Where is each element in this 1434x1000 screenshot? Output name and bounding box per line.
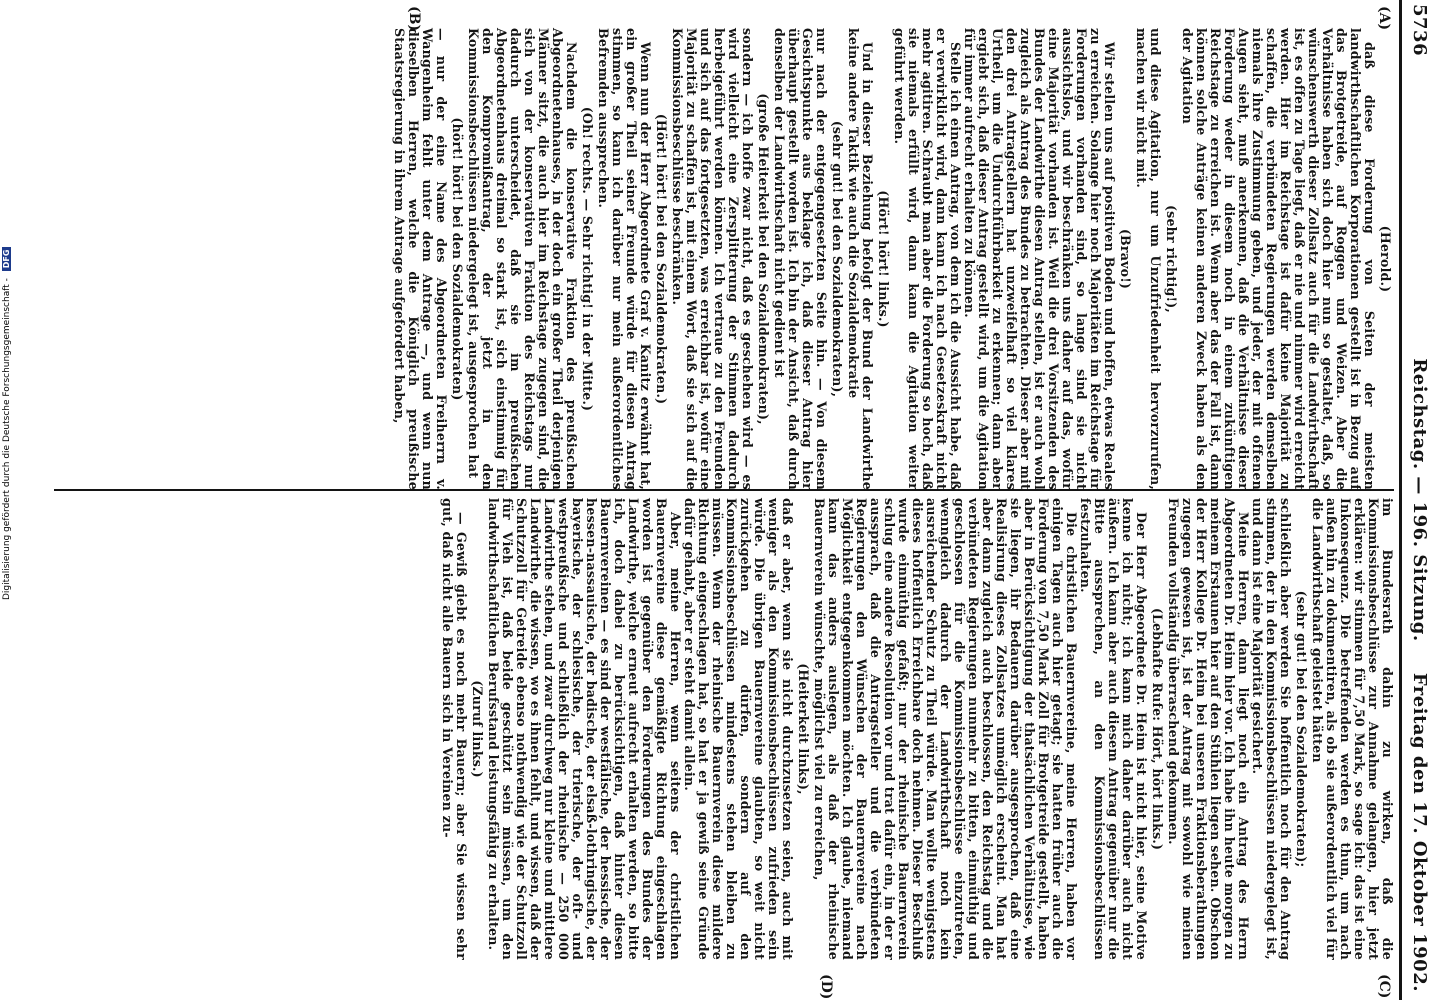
interjection: (sehr gut! bei den Sozialdemokraten);	[1294, 590, 1309, 868]
margin-marker-b: (B)	[406, 6, 422, 32]
interjection: (sehr gut! bei den Sozialdemokraten),	[830, 120, 845, 398]
page-title: Reichstag. — 196. Sitzung.	[1409, 358, 1430, 642]
paragraph: schließlich aber werden Sie hoffentlich noch für den Antrag stimmen, der in den Kommissionsbeschlüssen niedergelegt ist, und dann ist eine Majorität gesichert.	[1250, 498, 1293, 960]
paragraph: — nur der eine Name des Abgeordneten Freiherrn v. Wangenheim fehlt unter dem Antrage —, und wenn nun dieselben Herren, welche die Königlich preußische Staatsregierung in ihrem Antrage aufgefordert haben,	[392, 28, 449, 490]
header-rule	[1399, 0, 1402, 1000]
paragraph: sondern — ich hoffe zwar nicht, daß es geschehen wird — es wird vielleicht eine Zersplitterung der Stimmen dadurch herbeigeführt werden können. Ich vertraue zu den Freunden und sich auf das fortgesetzten, was erreichbar ist, wofür eine Majorität zu schaffen ist, mit einem Wort, daß sie sich auf die Kommissionsbeschlüsse beschränken.	[670, 28, 755, 490]
interjection: (Oh! rechts. — Sehr richtig! in der Mitte.)	[580, 106, 595, 412]
paragraph: daß diese Forderung von Seiten der meisten landwirthschaftlichen Korporationen gestellt ist in Bezug auf das Brotgetreide, auf Roggen und Weizen. Aber die Verhältnisse haben sich doch hier nun so gestaltet, daß, so wünschenswerth dieser Zollsatz auch für die Landwirthschaft ist, es offen zu Tage liegt, daß er nie und nimmer wird erreicht werden. Hier im Reichstage ist dafür keine Majorität zu schaffen, die verbündeten Regierungen werden demselben niemals ihre Zustimmung geben, und jeder, der mit offenen Augen sieht, muß anerkennen, daß die Verhältnisse dieser Forderung weder in diesem noch in einem zukünftigen Reichstage zu erreichen ist. Wenn aber das der Fall ist, dann können solche Anträge keinen anderen Zweck haben als den der Agitation	[1180, 28, 1377, 490]
interjection: (Hört! hört! links.)	[876, 190, 891, 328]
interjection: (sehr richtig!),	[1164, 205, 1179, 313]
margin-marker-c: (C)	[1376, 974, 1392, 999]
paragraph: Stelle ich einen Antrag, von dem ich die Aussicht habe, daß er verwirklicht wird, dann kann ich nach Gesetzeskraft nicht mehr agitiren. Schraubt man aber die Forderung so hoch, daß sie niemals erfüllt wird, dann kann die Agitation weiter geführt werden.	[892, 28, 963, 490]
interjection: (Bravo!)	[1118, 228, 1133, 290]
credit-text: Digitalisierung gefördert durch die Deutsche Forschungsgemeinschaft -	[2, 278, 12, 600]
right-text-column	[440, 498, 1394, 960]
dfg-logo: DFG	[2, 247, 11, 272]
digitization-credit	[2, 200, 14, 600]
paragraph: im Bundesrath dahin zu wirken, daß die Kommissionsbeschlüsse zur Annahme gelangen, hier jetzt erklären: wir stimmen für 7,50 Mark, so sage ich: das ist eine Inkonsequenz. Die betreffenden werden es thun, um nach außen hin zu dokumentiren, als ob sie außerordentlich viel für die Landwirthschaft geleistet hätten	[1310, 498, 1395, 960]
paragraph: Wenn nun der Herr Abgeordnete Graf v. Kanitz erwähnt hat, ein großer Theil seiner Freunde würde für diesen Antrag stimmen, so kann ich darüber nur mein außerordentliches Befremden aussprechen.	[596, 28, 653, 490]
paragraph: daß er aber, wenn sie nicht durchzusetzen seien, auch mit weniger als den Kommissionsbeschlüssen zufrieden sein würde. Die übrigen Bauernvereine glaubten, so weit nicht zurückgehen zu dürfen, sondern auf den Kommissionsbeschlüssen mindestens stehen bleiben zu müssen. Wenn der rheinische Bauernverein diese mildere Richtung eingeschlagen hat, so hat er ja gewiß seine Gründe dafür gehabt, aber er steht damit allein.	[682, 498, 795, 960]
paragraph: Aber, meine Herren, wenn seitens der christlichen Bauernvereine diese gemäßigte Richtung eingeschlagen worden ist gegenüber den Forderungen des Bundes der Landwirthe, welche erneut aufrecht erhalten werden, so bitte ich, doch dabei zu berücksichtigen, daß hinter diesen Bauernvereinen — es sind der westfälische, der hessische, der hessen-nassauische, der badische, der elsaß-lothringische, der bayerische, der schlesische, der trierische, der oft- und westpreußische und schließlich der rheinische — 250 000 Landwirthe stehen, und zwar durchweg nur kleine und mittlere Landwirthe, die wissen, wo es ihnen fehlt, und wissen, daß der Schutzzoll für Getreide ebenso nothwendig wie der Schutzzoll für Vieh ist, daß beide geschützt sein müssen, um den landwirthschaftlichen Berufsstand leistungsfähig zu erhalten.	[486, 498, 683, 960]
rotated-document-page	[40, 0, 1434, 1000]
interjection: (hört! hört! bei den Sozialdemokraten)	[450, 117, 465, 401]
paragraph: Meine Herren, dann liegt noch ein Antrag des Herrn Abgeordneten Dr. Heim hier vor. Ich habe ihn heute morgen zu meinem Erstaunen hier auf den Stühlen liegen sehen. Obschon der Herr Kollege Dr. Heim bei unseren Fraktionsberathungen zugegen gewesen ist, ist der Antrag mit sowohl wie meinen Freunden vollständig überraschend gekommen.	[1166, 498, 1251, 960]
left-text-column	[392, 28, 1394, 490]
interjection: (Hört! hört! bei den Sozialdemokraten.)	[654, 113, 669, 405]
paragraph: und diese Agitation, nur um Unzufriedenheit hervorzurufen, machen wir nicht mit.	[1134, 28, 1163, 490]
paragraph: Nachdem die konservative Fraktion des preußischen Abgeordnetenhauses, in der doch ein großer Theil derjenigen Männer sitzt, die auch hier im Reichstage zugegen sind, die sich von der konservativen Fraktion des Reichstags nur dadurch unterscheidet, daß sie im preußischen Abgeordnetenhaus dreimal so stark ist, sich einstimmig für den Kompromißantrag, der jetzt in den Kommissionsbeschlüssen niedergelegt ist, ausgesprochen hat	[466, 28, 579, 490]
interjection: (Lebhafte Rufe: Hört, hört links.)	[1150, 607, 1165, 851]
interjection: (Heiterkeit links),	[796, 663, 811, 795]
interjection: (Zuruf links.)	[470, 680, 485, 778]
paragraph: Die christlichen Bauernvereine, meine Herren, haben vor einigen Tagen auch hier getagt; sie hatten früher auch die Forderung von 7,50 Mark Zoll für Brotgetreide gestellt, haben aber in Berücksichtigung der thatsächlichen Verhältnisse, wie sie liegen, ihr Bedauern darüber ausgesprochen, daß eine Realisirung dieses Zollsatzes unmöglich erscheint. Man hat aber dann zugleich auch beschlossen, den Reichstag und die verbündeten Regierungen nunmehr zu bitten, einmüthig und geschlossen für die Kommissionsbeschlüsse einzutreten, wenngleich dadurch der Landwirthschaft noch kein ausreichender Schutz zu Theil würde. Man wollte wenigstens dieses hoffentlich Erreichbare doch nehmen. Dieser Beschluß wurde einmüthig gefaßt; nur der rheinische Bauernverein schlug eine andere Resolution vor und trat dafür ein, in der er aussprach, daß die Antragsteller und die verbündeten Regierungen den Wünschen der Bauernvereine nach Möglichkeit entgegenkommen möchten. Ich glaube, niemand kann das anders auslegen, als daß der rheinische Bauernverein wünschte, möglichst viel zu erreichen,	[812, 498, 1079, 960]
interjection: (Herold.)	[1378, 225, 1393, 293]
paragraph: Wir stellen uns auf positiven Boden und hoffen, etwas Reales zu erreichen. Solange hier noch Majoritäten im Reichstage für Forderungen vorhanden sind, so lange sind sie nicht aussichtslos, und wir beschränken uns daher auf das, wofür eine Majorität vorhanden ist. Weil die drei Vorsitzenden des Bundes der Landwirthe diesen Antrag stellen, ist er auch wohl zugleich als Antrag des Bundes zu betrachten. Dieser aber mit den drei Antragstellern hat unzweifelhaft so viel klares Urtheil, um die Undurchführbarkeit zu erkennen; dann aber ergiebt sich, daß dieser Antrag gestellt wird, um die Agitation für immer aufrecht erhalten zu können.	[962, 28, 1117, 490]
page-number: 5736	[1409, 4, 1430, 57]
paragraph: nur nach der entgegengesetzten Seite hin. — Von diesem Gesichtspunkte aus beklage ich, daß dieser Antrag hier überhaupt gestellt worden ist. Ich bin der Ansicht, daß durch denselben der Landwirthschaft nicht gedient ist	[772, 28, 829, 490]
margin-marker-d: (D)	[818, 974, 834, 1000]
page-header	[1404, 0, 1430, 1000]
paragraph: Und in dieser Beziehung befolgt der Bund der Landwirthe keine andere Taktik wie auch die Sozialdemokratie	[846, 28, 875, 490]
column-divider	[54, 489, 1394, 491]
interjection: (große Heiterkeit bei den Sozialdemokraten),	[756, 93, 771, 425]
margin-marker-a: (A)	[1376, 6, 1392, 31]
session-date: Freitag den 17. Oktober 1902.	[1409, 672, 1430, 992]
paragraph: — Gewiß giebt es noch mehr Bauern; aber Sie wissen sehr gut, daß nicht alle Bauern sich in Vereinen zu-	[440, 498, 469, 960]
paragraph: Der Herr Abgeordnete Dr. Heim ist nicht hier, seine Motive kenne ich nicht; ich kann mich daher darüber auch nicht äußern. Ich kann aber auch diesem Antrag gegenüber nur die Bitte aussprechen, an den Kommissionsbeschlüssen festzuhalten.	[1078, 498, 1149, 960]
